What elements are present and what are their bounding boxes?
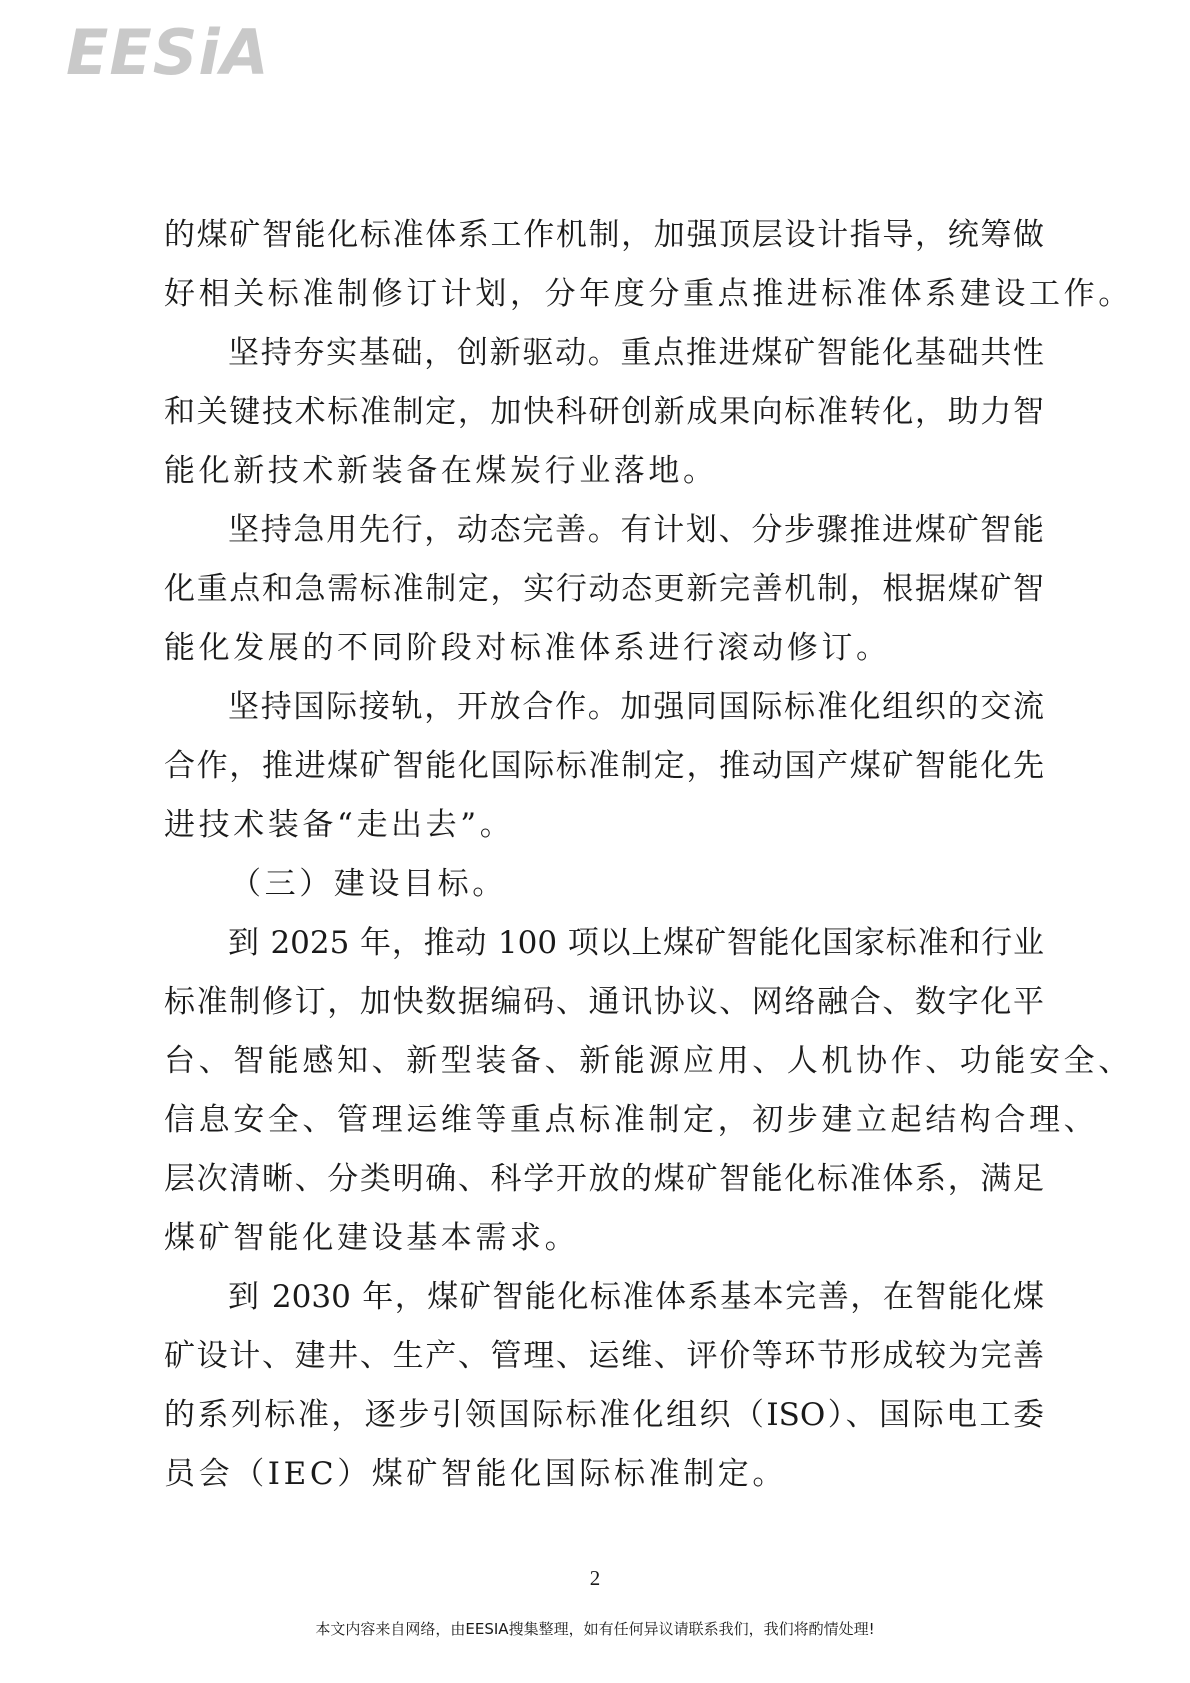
paragraph-line: 进技术装备“走出去”。 — [164, 807, 515, 843]
paragraph-line: 标准制修订，加快数据编码、通讯协议、网络融合、数字化平 — [164, 984, 1044, 1020]
paragraph-line: 员会（IEC）煤矿智能化国际标准制定。 — [164, 1456, 787, 1492]
paragraph-line: 化重点和急需标准制定，实行动态更新完善机制，根据煤矿智 — [164, 571, 1044, 607]
paragraph-line: 和关键技术标准制定，加快科研创新成果向标准转化，助力智 — [164, 394, 1044, 430]
paragraph-line: 到 2025 年，推动 100 项以上煤矿智能化国家标准和行业 — [228, 925, 1044, 961]
paragraph-line: 坚持急用先行，动态完善。有计划、分步骤推进煤矿智能 — [228, 512, 1044, 548]
paragraph-line: 信息安全、管理运维等重点标准制定，初步建立起结构合理、 — [164, 1102, 1099, 1138]
page-number: 2 — [589, 1566, 601, 1590]
document-body — [164, 206, 1133, 1504]
paragraph-line: 层次清晰、分类明确、科学开放的煤矿智能化标准体系，满足 — [164, 1161, 1044, 1197]
footer-disclaimer: 本文内容来自网络，由EESIA搜集整理，如有任何异议请联系我们，我们将酌情处理! — [315, 1620, 875, 1638]
paragraph-line: 到 2030 年，煤矿智能化标准体系基本完善，在智能化煤 — [228, 1279, 1044, 1315]
paragraph-line: 坚持夯实基础，创新驱动。重点推进煤矿智能化基础共性 — [228, 335, 1044, 371]
paragraph-line: 好相关标准制修订计划，分年度分重点推进标准体系建设工作。 — [164, 276, 1133, 312]
paragraph-line: 的系列标准，逐步引领国际标准化组织（ISO）、国际电工委 — [164, 1397, 1044, 1433]
paragraph-line: 矿设计、建井、生产、管理、运维、评价等环节形成较为完善 — [164, 1338, 1044, 1374]
paragraph-line: 坚持国际接轨，开放合作。加强同国际标准化组织的交流 — [228, 689, 1044, 725]
paragraph-line: 合作，推进煤矿智能化国际标准制定，推动国产煤矿智能化先 — [164, 748, 1044, 784]
paragraph-line: 能化新技术新装备在煤炭行业落地。 — [164, 453, 718, 489]
paragraph-line: 煤矿智能化建设基本需求。 — [164, 1220, 580, 1256]
paragraph-line: 台、智能感知、新型装备、新能源应用、人机协作、功能安全、 — [164, 1043, 1133, 1079]
paragraph-line: 能化发展的不同阶段对标准体系进行滚动修订。 — [164, 630, 891, 666]
section-heading: （三）建设目标。 — [230, 866, 507, 902]
paragraph-line: 的煤矿智能化标准体系工作机制，加强顶层设计指导，统筹做 — [164, 217, 1044, 253]
eesia-logo: EESiA — [66, 16, 270, 89]
